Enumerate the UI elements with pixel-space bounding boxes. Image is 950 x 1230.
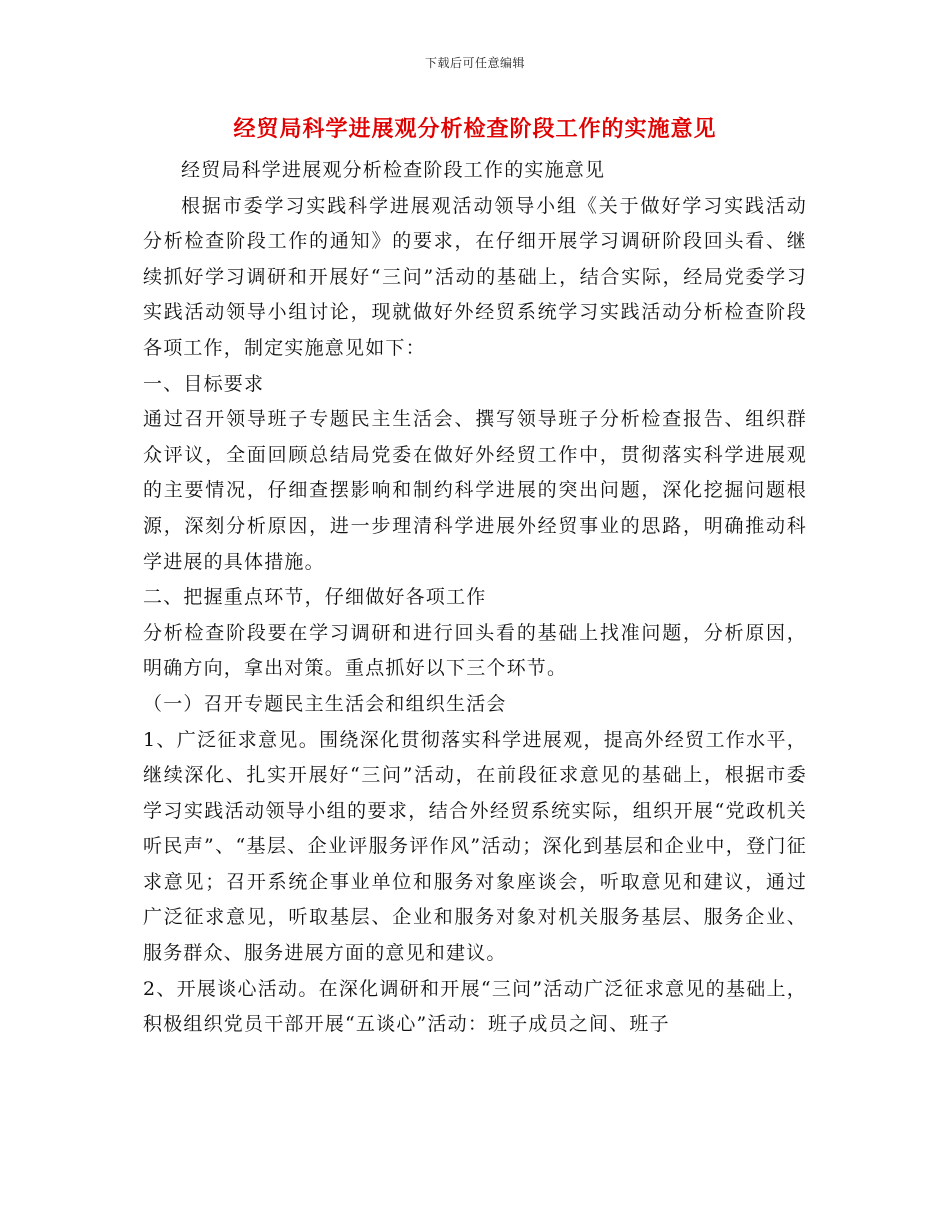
- list-item-1: 1、广泛征求意见。围绕深化贯彻落实科学进展观，提高外经贸工作水平，继续深化、扎实开展好“三问”活动，在前段征求意见的基础上，根据市委学习实践活动领导小组的要求，结合外经贸系统实际，组织开展“党政机关听民声”、“基层、企业评服务评作风”活动；深化到基层和企业中，登门征求意见；召开系统企事业单位和服务对象座谈会，听取意见和建议，通过广泛征求意见，听取基层、企业和服务对象对机关服务基层、服务企业、服务群众、服务进展方面的意见和建议。: [143, 728, 807, 965]
- document-body: [143, 153, 807, 1043]
- list-item-2: 2、开展谈心活动。在深化调研和开展“三问”活动广泛征求意见的基础上，积极组织党员干部开展“五谈心”活动：班子成员之间、班子: [143, 977, 807, 1036]
- intro-paragraph: 根据市委学习实践科学进展观活动领导小组《关于做好学习实践活动分析检查阶段工作的通知》的要求，在仔细开展学习调研阶段回头看、继续抓好学习调研和开展好“三问”活动的基础上，结合实际，经局党委学习实践活动领导小组讨论，现就做好外经贸系统学习实践活动分析检查阶段各项工作，制定实施意见如下：: [143, 194, 807, 359]
- section-heading-1: 一、目标要求: [143, 372, 265, 395]
- body-paragraph: 分析检查阶段要在学习调研和进行回头看的基础上找准问题，分析原因，明确方向，拿出对策。重点抓好以下三个环节。: [143, 621, 807, 680]
- body-paragraph: 通过召开领导班子专题民主生活会、撰写领导班子分析检查报告、组织群众评议，全面回顾总结局党委在做好外经贸工作中，贯彻落实科学进展观的主要情况，仔细查摆影响和制约科学进展的突出问题，深化挖掘问题根源，深刻分析原因，进一步理清科学进展外经贸事业的思路，明确推动科学进展的具体措施。: [143, 408, 807, 573]
- section-heading-2: 二、把握重点环节，仔细做好各项工作: [143, 586, 487, 609]
- subtitle-paragraph: 经贸局科学进展观分析检查阶段工作的实施意见: [181, 159, 606, 181]
- document-title: 经贸局科学进展观分析检查阶段工作的实施意见: [233, 117, 717, 142]
- header-note: 下载后可任意编辑: [424, 56, 525, 70]
- subsection-heading: （一）召开专题民主生活会和组织生活会: [143, 692, 507, 715]
